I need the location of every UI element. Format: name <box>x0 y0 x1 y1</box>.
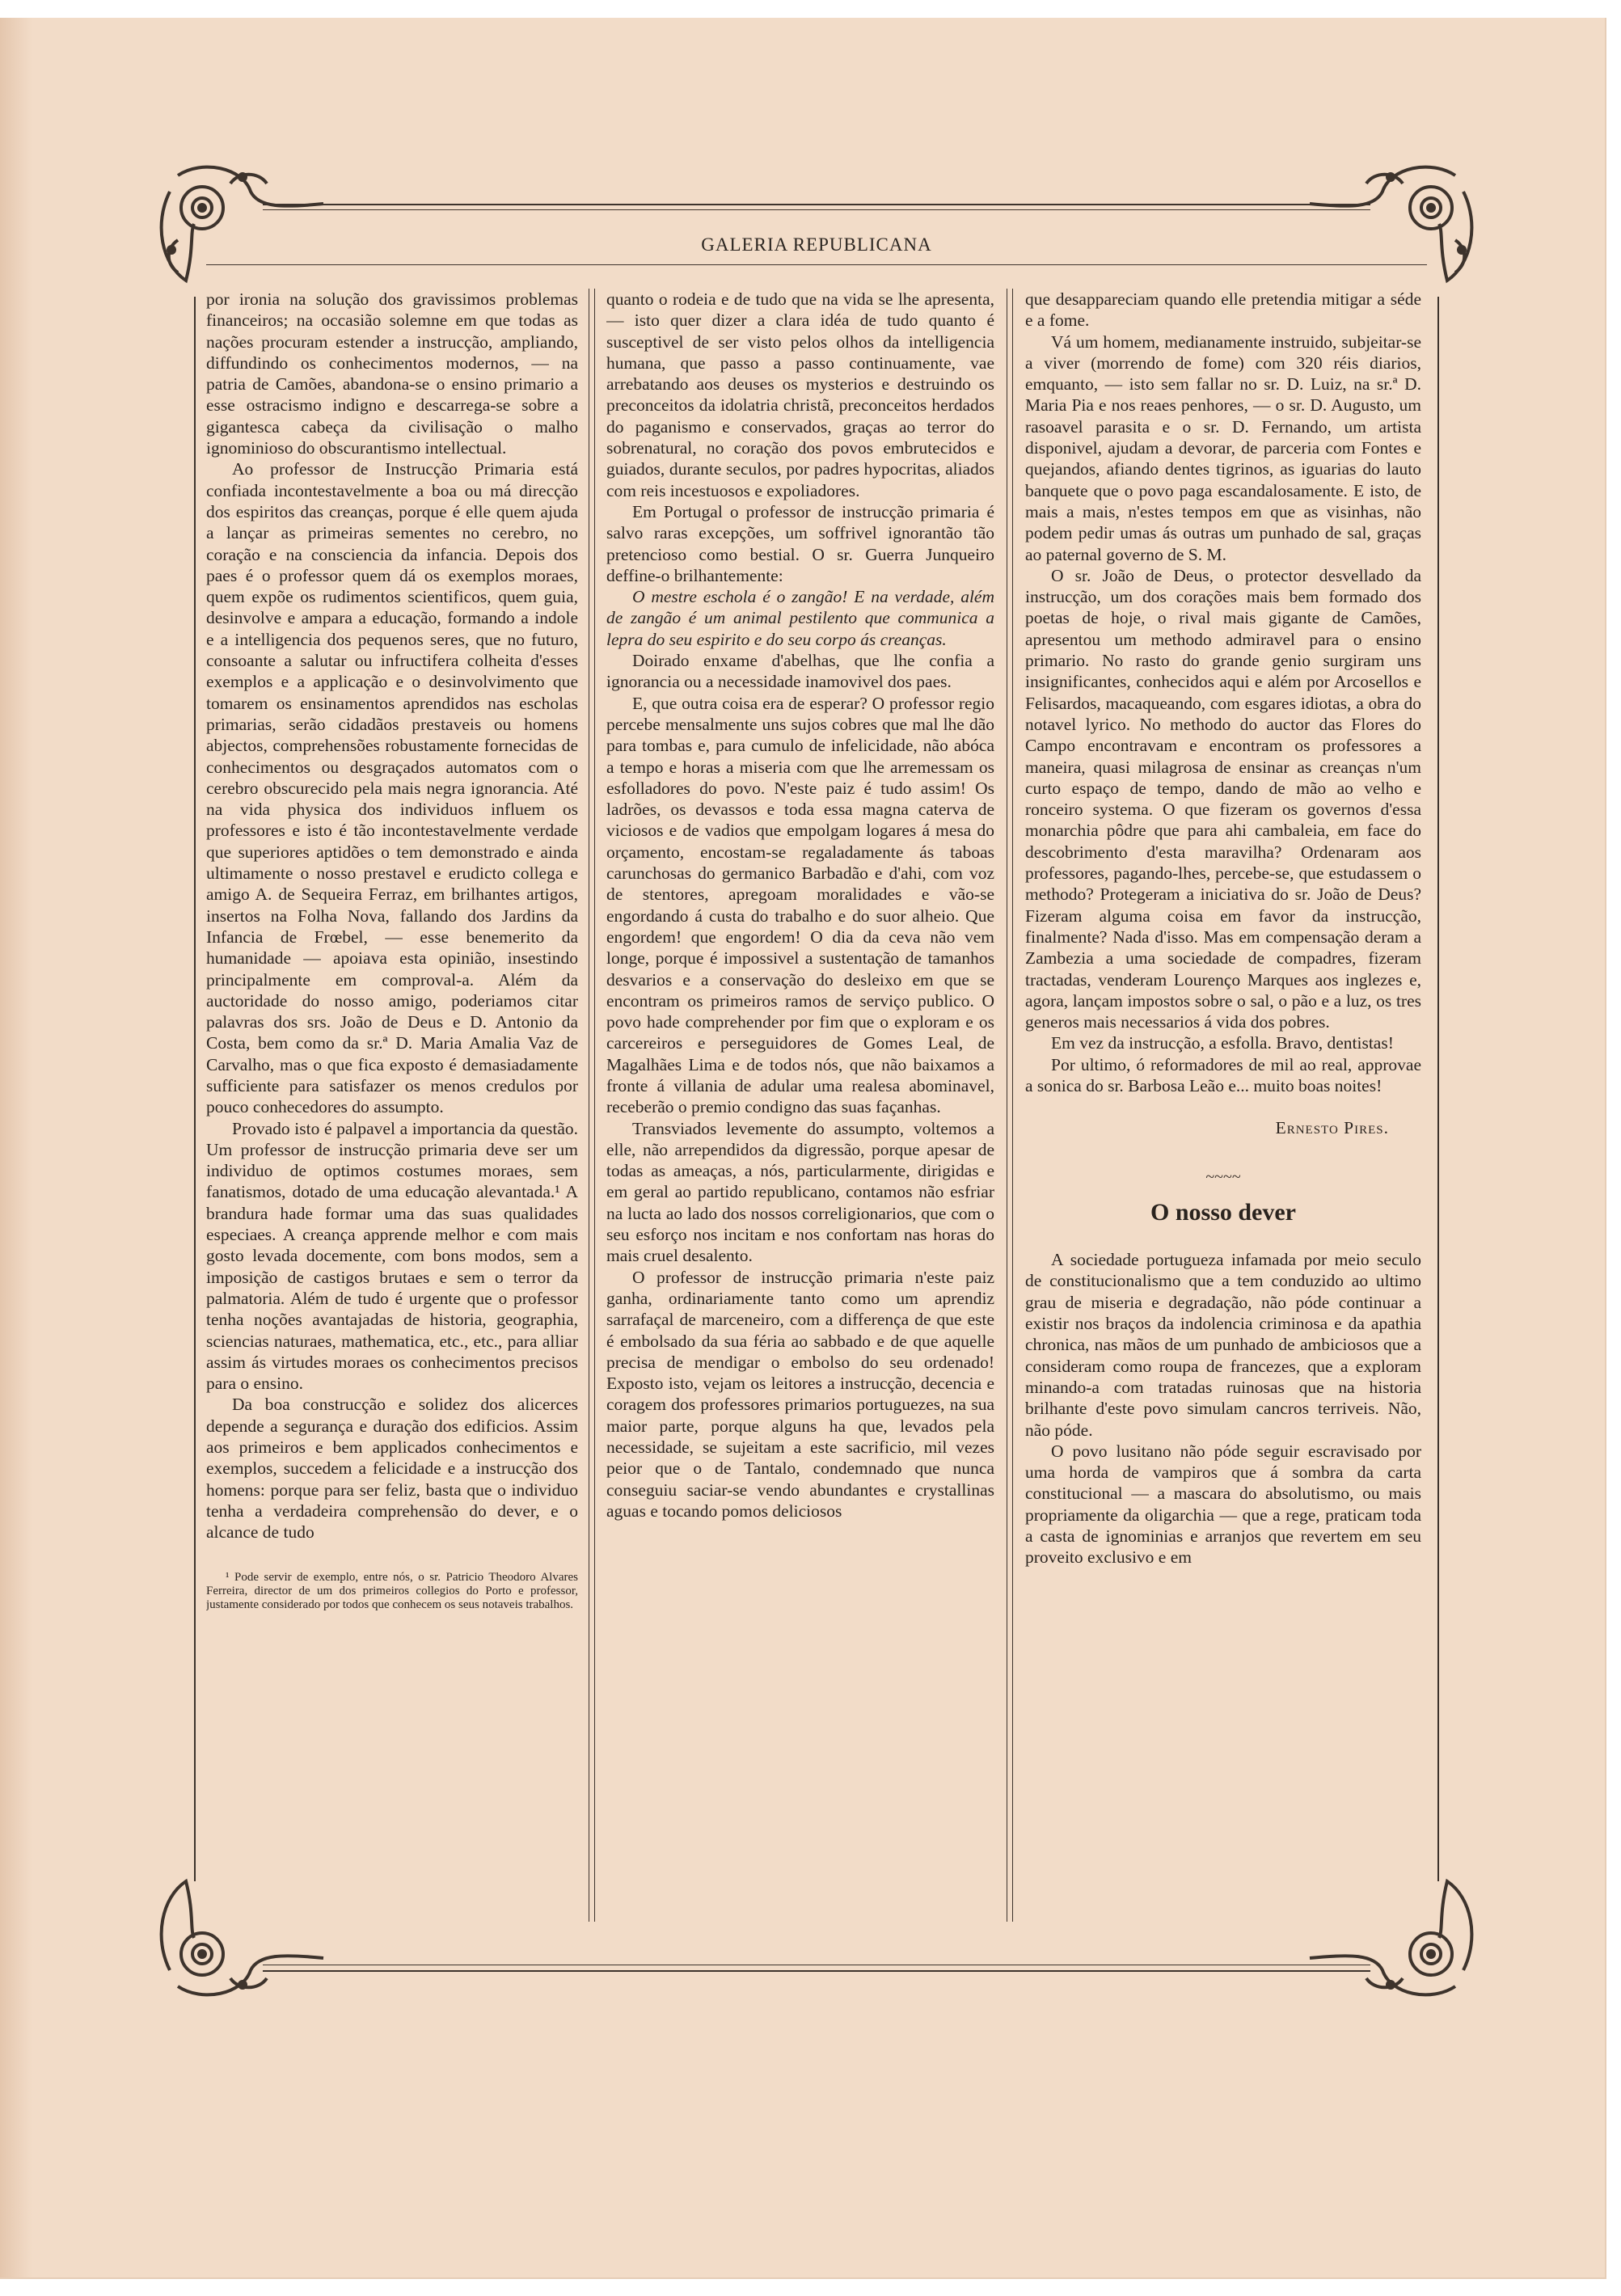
right-border-line <box>1437 297 1439 1881</box>
footnote: ¹ Pode servir de exemplo, entre nós, o sr. Patricio Theodoro Alvares Ferreira, director de um dos primeiros collegios do Porto e professor, justamente considerado por todos que conhecem os seus notaveis trabalhos. <box>206 1570 578 1611</box>
middle-paragraph-2: Em Portugal o professor de instrucção primaria é salvo raras excepções, um soffrivel ignorantão tão pretencioso como bestial. O sr. Guerra Junqueiro deffine-o brilhantemente: <box>606 501 994 585</box>
page-fold-shadow <box>0 18 32 2277</box>
right-paragraph-3: O sr. João de Deus, o protector desvellado da instrucção, um dos corações mais bem formado dos poetas de hoje, o rival mais gigante de Camões, apresentou um methodo admiravel para o ensino primario. No rasto do grande genio surgiram uns insignificantes, conhecidos aqui e além por Arcosellos e Felisardos, macaqueando, com esgares idiotas, a obra do notavel lyrico. No methodo do auctor das Flores do Campo encontravam e encontram os professores a maneira, quasi milagrosa de ensinar as creanças n'um curto espaço de tempo, dando de mão ao velho e ronceiro systema. O que fizeram os governos d'essa monarchia pôdre que para ahi cambaleia, em face do descobrimento d'esta maravilha? Ordenaram aos professores, pagando-lhes, percebe-se, que estudassem o methodo? Protegeram a iniciativa do sr. João de Deus? Fizeram alguma coisa em favor da instrucção, finalmente? Nada d'isso. Mas em compensação deram a Zambezia a uma sociedade de compadres, fizeram tractadas, venderam Lourenço Marques aos inglezes e, agora, lançam impostos sobre o sal, o pão e a luz, os tres generos mais necessarios á vida dos pobres. <box>1025 565 1421 1032</box>
top-border-line-inner <box>263 209 1370 210</box>
bottom-border-line <box>263 1970 1370 1972</box>
section-title: O nosso dever <box>1150 1198 1296 1226</box>
middle-paragraph-4: Doirado enxame d'abelhas, que lhe confia a ignorancia ou a necessidade inamovivel dos paes. <box>606 651 994 692</box>
article-signature: Ernesto Pires. <box>1275 1118 1389 1138</box>
ornament-top-left-icon <box>154 159 331 289</box>
left-paragraph-3: Provado isto é palpavel a importancia da questão. Um professor de instrucção primaria deve ser um individuo de optimos costumes moraes, sem fanatismos, dotado de uma educação alevantada.¹ A brandura hade formar uma das suas qualidades especiaes. A creança apprende melhor e com mais gosto levada docemente, com bons modos, sem a imposição de castigos brutaes e sem o terror da palmatoria. Além de tudo é urgente que o professor tenha noções avantajadas de historia, geographia, sciencias naturaes, mathematica, etc., etc., para alliar assim ás virtudes moraes os conhecimentos precisos para o ensino. <box>206 1118 578 1394</box>
middle-paragraph-7: O professor de instrucção primaria n'este paiz ganha, ordinariamente tanto como um aprendiz sarrafaçal de marceneiro, com a differença de que este é embolsado da sua féria ao sabbado e de que aquelle precisa de mendigar o embolso do seu ordenado! Exposto isto, vejam os leitores a instrucção, decencia e coragem dos professores primarios portuguezes, na sua maior parte, porque alguns ha que, levados pela necessidade, se sujeitam a este sacrificio, mil vezes peior que o de Tantalo, condemnado que nunca conseguiu saciar-se vendo abundantes e crystallinas aguas e tocando pomos deliciosos <box>606 1267 994 1521</box>
header-rule <box>206 264 1427 265</box>
page-frame <box>162 175 1471 1998</box>
column-left <box>206 289 578 1930</box>
section-paragraph-2: O povo lusitano não póde seguir escravisado por uma horda de vampiros que á sombra da carta constitucional — a mascara do absolutismo, ou mais propriamente da oligarchia — que a rege, praticam toda a casta de ignominias e arranjos que revertem em seu proveito exclusivo e em <box>1025 1441 1421 1568</box>
column-divider-1 <box>589 289 595 1922</box>
column-divider-2 <box>1007 289 1013 1922</box>
header-title: GALERIA REPUBLICANA <box>701 234 932 255</box>
right-paragraph-2: Vá um homem, medianamente instruido, subjeitar-se a viver (morrendo de fome) com 320 réis diarios, emquanto, — isto sem fallar no sr. D. Luiz, na sr.ª D. Maria Pia e nos reaes penhores, — o sr. D. Augusto, um rasoavel parasita e o sr. D. Fernando, um artista disponivel, ajudam a devorar, de parceria com Fontes e quejandos, afiando dentes tigrinos, as iguarias do lauto banquete que o povo paga escandalosamente. E isto, de mais a mais, n'estes tempos em que as visinhas, não podem pedir umas ás outras um punhado de sal, graças ao paternal governo de S. M. <box>1025 331 1421 564</box>
newspaper-page <box>0 18 1606 2279</box>
section-separator: ~~~~ <box>1205 1167 1241 1186</box>
middle-paragraph-3: O mestre eschola é o zangão! E na verdade, além de zangão é um animal pestilento que communica a lepra do seu espirito e do seu corpo ás creanças. <box>606 587 994 649</box>
column-right <box>1025 289 1421 1930</box>
ornament-top-right-icon <box>1302 159 1480 289</box>
left-border-line <box>194 297 196 1881</box>
left-paragraph-2: Ao professor de Instrucção Primaria está confiada incontestavelmente a boa ou má direcção dos espiritos das creanças, porque é elle quem ajuda a lançar as primeiras sementes no cerebro, no coração e na consciencia da infancia. Depois dos paes é o professor quem dá os exemplos moraes, quem expõe os rudimentos scientificos, quem guia, desinvolve e ampara a educação, formando a indole e a intelligencia dos pequenos seres, que no futuro, consoante a salutar ou infructifera colheita d'esses exemplos e a applicação e o desinvolvimento que tomarem os ensinamentos aprendidos nas escholas primarias, serão cidadãos prestaveis ou homens abjectos, comprehensões robustamente fornecidas de conhecimentos ou desgraçados automatos com o cerebro obscurecido pela mais negra ignorancia. Até na vida physica dos individuos influem os professores e isto é tão incontestavelmente verdade que superiores aptidões o tem demonstrado e ainda ultimamente o nosso prestavel e erudicto collega e amigo A. de Sequeira Ferraz, em brilhantes artigos, insertos na Folha Nova, fallando dos Jardins da Infancia de Frœbel, — esse benemerito da humanidade — apoiava esta opinião, insestindo principalmente em comproval-a. Além da auctoridade do nosso amigo, poderiamos citar palavras dos srs. João de Deus e D. Antonio da Costa, bem como da sr.ª D. Maria Amalia Vaz de Carvalho, mas o que fica exposto é demasiadamente sufficiente para satisfazer os menos credulos por pouco conhecedores do assumpto. <box>206 459 578 1117</box>
middle-paragraph-5: E, que outra coisa era de esperar? O professor regio percebe mensalmente uns sujos cobres que mal lhe dão para tombas e, para cumulo de infelicidade, não abóca a tempo e horas a miseria com que lhe arremessam os esfolladores do povo. N'este paiz é tudo assim! Os ladrões, os devassos e toda essa magna caterva de viciosos e de vadios que empolgam logares á mesa do orçamento, encostam-se regaladamente ás taboas carunchosas do germanico Barbadão e d'ahi, com voz de stentores, apregoam moralidades e vão-se engordando á custa do trabalho e do suor alheio. Que engordem! que engordem! O dia da ceva não vem longe, porque é impossivel a sustentação de tamanhos desvarios e a conservação do desleixo em que se encontram os primeiros ramos de serviço publico. O povo hade comprehender por fim que o exploram e os carcereiros e perseguidores de Gomes Leal, de Magalhães Lima e de todos nós, que não baixamos a fronte á villania de adular uma realesa abominavel, receberão o premio condigno das suas façanhas. <box>606 693 994 1117</box>
left-paragraph-4: Da boa construcção e solidez dos alicerces depende a segurança e duração dos edificios. Assim aos primeiros e bem applicados conhecimentos e exemplos, succedem a felicidade e a instrucção dos homens: porque para ser feliz, basta que o individuo tenha a verdadeira comprehensão do dever, e o alcance de tudo <box>206 1395 578 1543</box>
right-paragraph-5: Por ultimo, ó reformadores de mil ao real, approvae a sonica do sr. Barbosa Leão e... muito boas noites! <box>1025 1054 1421 1095</box>
right-paragraph-4: Em vez da instrucção, a esfolla. Bravo, dentistas! <box>1051 1033 1394 1053</box>
column-middle <box>606 289 994 1930</box>
middle-paragraph-1: quanto o rodeia e de tudo que na vida se lhe apresenta, — isto quer dizer a clara idéa de tudo quanto é susceptivel de ser visto pelos olhos da intelligencia humana, que passo a passo continuamente, vae arrebatando aos deuses os mysterios e destruindo os preconceitos da idolatria christã, preconceitos herdados do paganismo e conservados, graças ao terror do sobrenatural, no coração dos povos embrutecidos e guiados, durante seculos, por padres hypocritas, aliados com reis incestuosos e expoliadores. <box>606 289 994 500</box>
right-paragraph-1: que desappareciam quando elle pretendia mitigar a séde e a fome. <box>1025 289 1421 331</box>
top-border-line <box>263 204 1370 205</box>
section-paragraph-1: A sociedade portugueza infamada por meio seculo de constitucionalismo que a tem conduzido ao ultimo grau de miseria e degradação, não póde continuar a existir nos braços da indolencia criminosa e da apathia chronica, nas mãos de um punhado de ambiciosos que a consideram como roupa de francezes, que a exploram minando-a com tratadas ruinosas que na historia brilhante d'este povo simulam cancros terriveis. Não, não póde. <box>1025 1250 1421 1440</box>
left-paragraph-1: por ironia na solução dos gravissimos problemas financeiros; na occasião solemne em que todas as nações procuram estender a instrucção, ampliando, diffundindo os conhecimentos modernos, — na patria de Camões, abandona-se o ensino primario a esse ostracismo indigno e descarrega-se sobre a gigantesca cabeça da civilisação o malho ignominioso do obscurantismo intellectual. <box>206 289 578 458</box>
middle-paragraph-6: Transviados levemente do assumpto, voltemos a elle, não arrependidos da digressão, porque apesar de todas as ameaças, a nós, particularmente, dirigidas e em geral ao partido republicano, contamos não esfriar na lucta ao lado dos nossos correligionarios, que com o seu esforço nos incitam e nos confortam nas horas do mais cruel desalento. <box>606 1118 994 1266</box>
